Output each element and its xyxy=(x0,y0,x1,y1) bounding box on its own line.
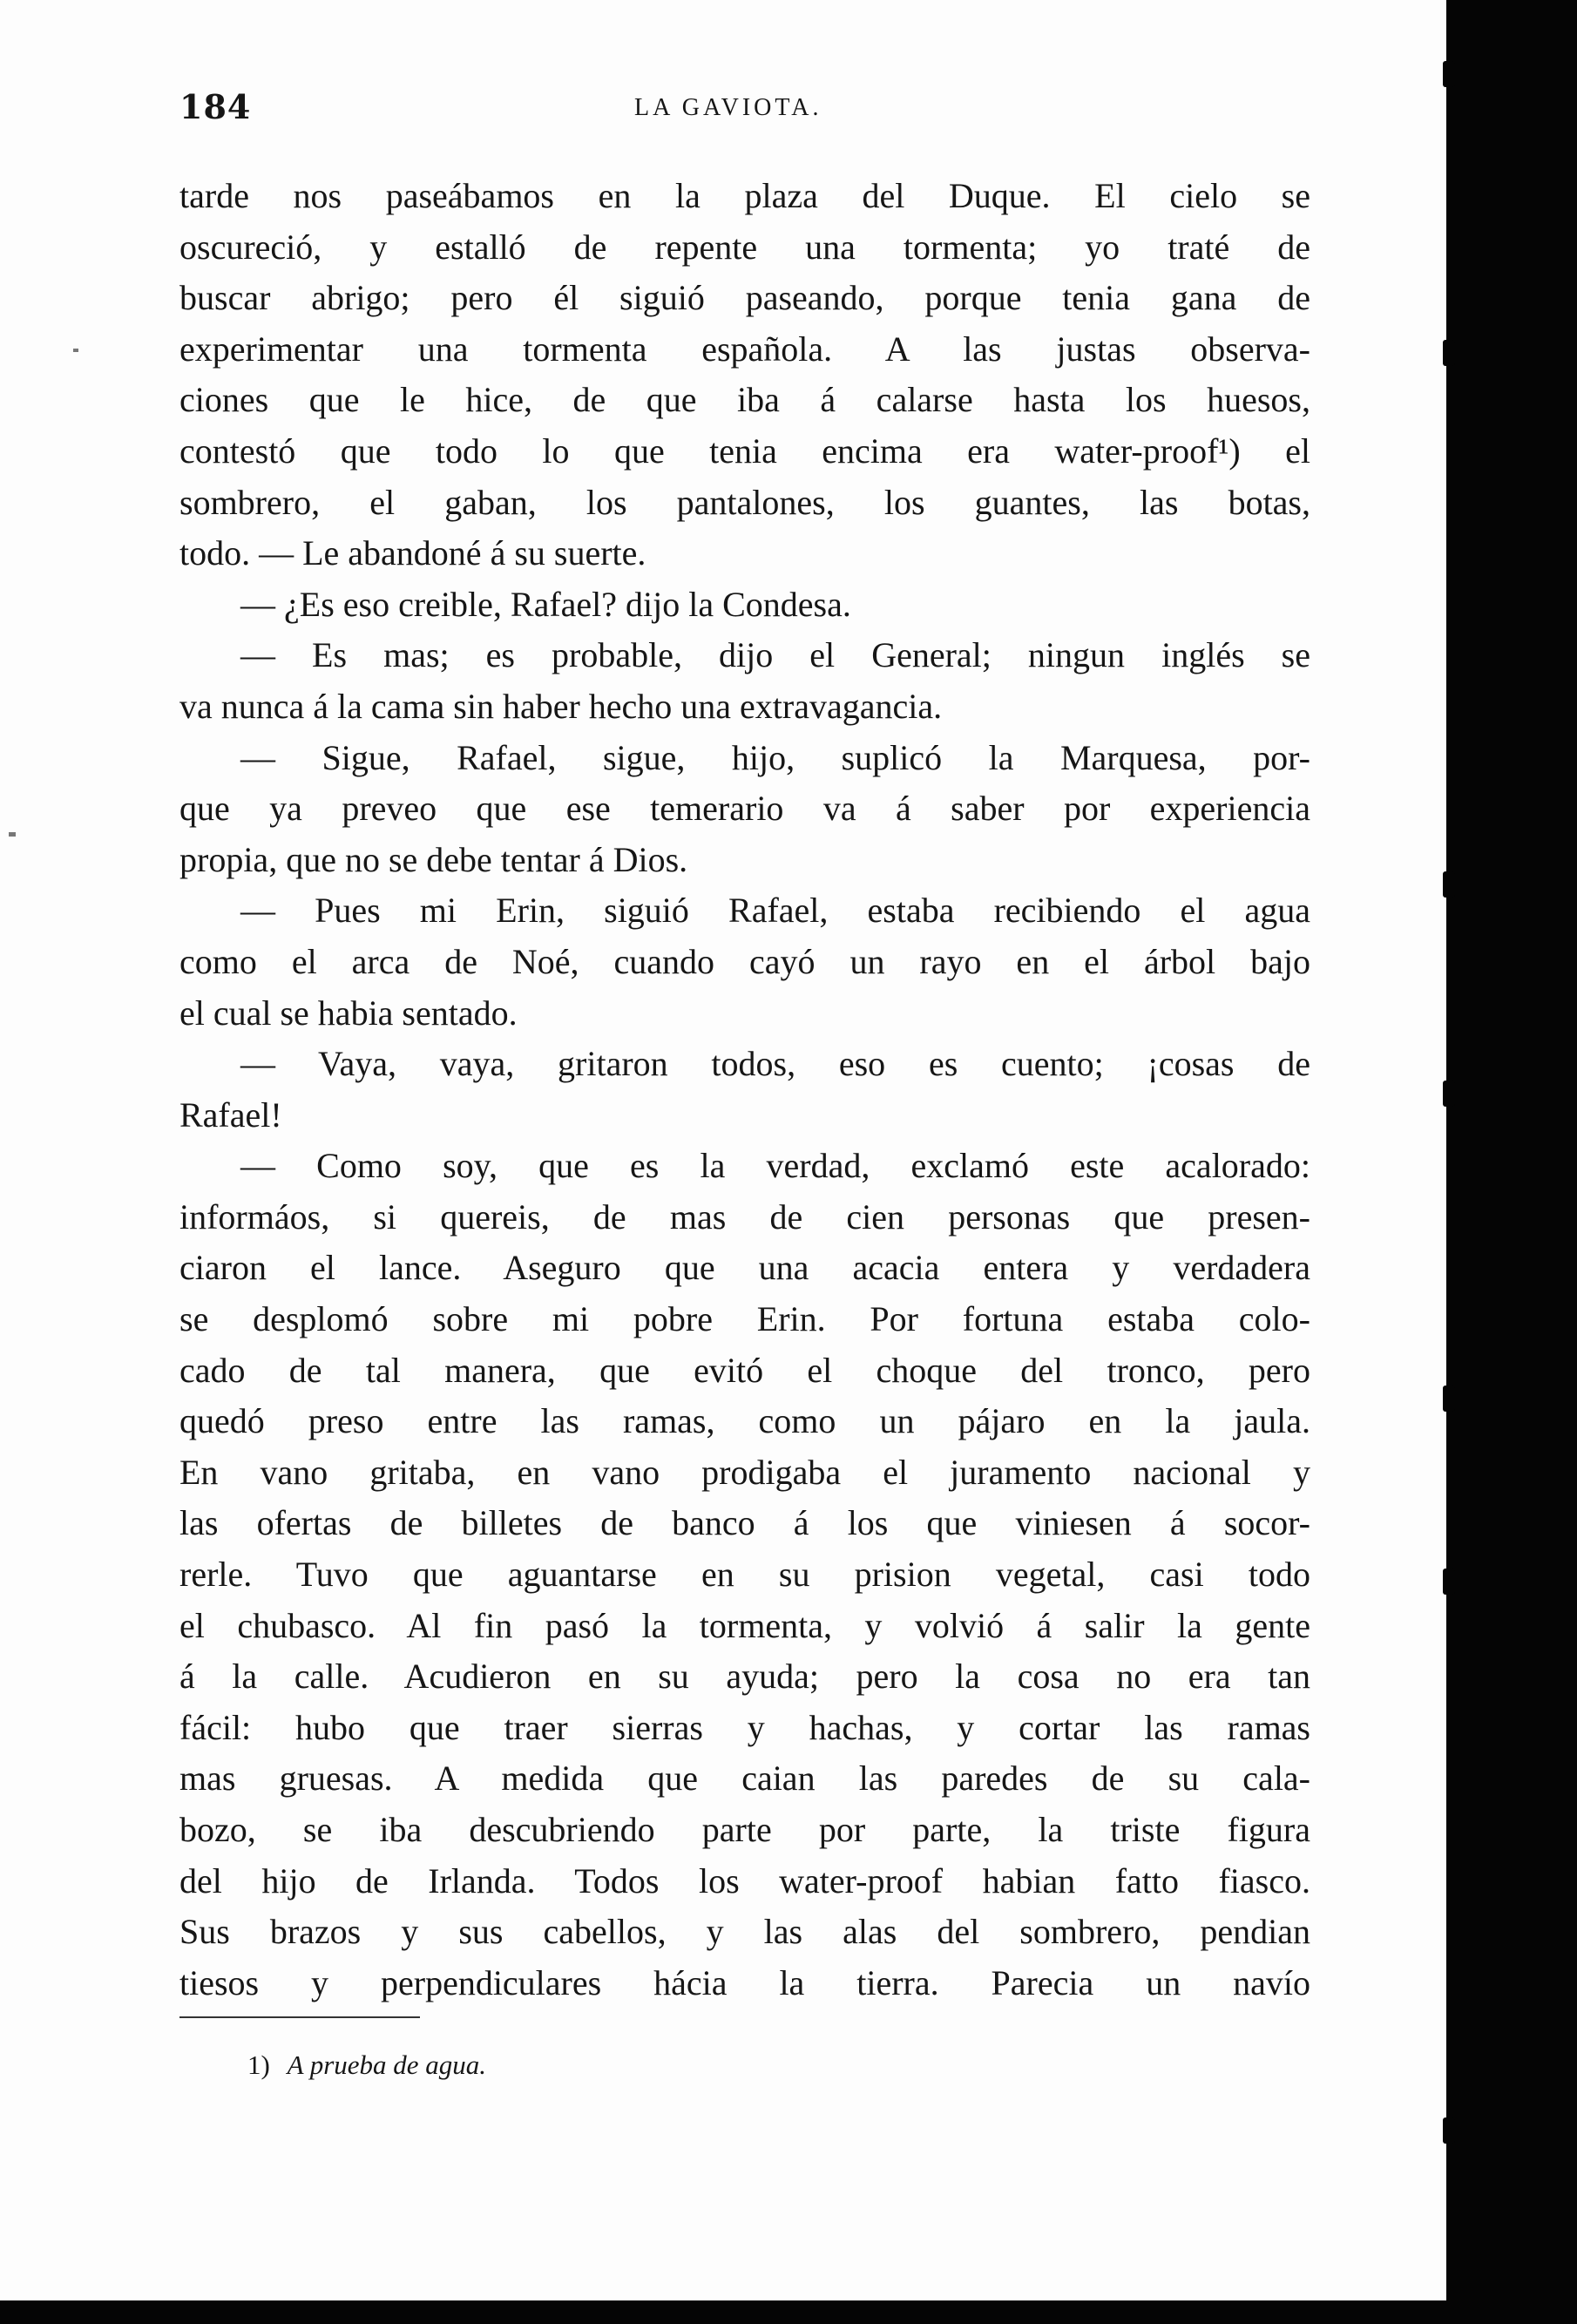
text-line: buscar abrigo; pero él siguió paseando, porque tenia gana de xyxy=(179,278,1310,318)
text-line: rerle. Tuvo que aguantarse en su prision vegetal, casi todo xyxy=(179,1555,1310,1595)
text-line: del hijo de Irlanda. Todos los water-proof habian fatto fiasco. xyxy=(179,1860,1310,1901)
text-line: va nunca á la cama sin haber hecho una extravagancia. xyxy=(179,686,943,726)
dialogue-line: — Como soy, que es la verdad, exclamó este acalorado: xyxy=(240,1146,1310,1186)
text-line: sombrero, el gaban, los pantalones, los guantes, las botas, xyxy=(179,482,1310,522)
text-line: que ya preveo que ese temerario va á saber por experiencia xyxy=(179,789,1310,829)
text-line: informáos, si quereis, de mas de cien personas que presen- xyxy=(179,1196,1310,1237)
dialogue-line: — ¿Es eso creible, Rafael? dijo la Condesa. xyxy=(240,584,851,624)
text-line: oscureció, y estalló de repente una tormenta; yo traté de xyxy=(179,227,1310,267)
text-line: experimentar una tormenta española. A las justas observa- xyxy=(179,329,1310,369)
text-line: el chubasco. Al fin pasó la tormenta, y volvió á salir la gente xyxy=(179,1605,1310,1645)
text-line: como el arca de Noé, cuando cayó un rayo en el árbol bajo xyxy=(179,941,1310,981)
text-line: ciones que le hice, de que iba á calarse hasta los huesos, xyxy=(179,380,1310,420)
text-line: el cual se habia sentado. xyxy=(179,993,518,1033)
text-line: tarde nos paseábamos en la plaza del Duque. El cielo se xyxy=(179,176,1310,215)
text-line: propia, que no se debe tentar á Dios. xyxy=(179,839,688,879)
text-line: se desplomó sobre mi pobre Erin. Por fortuna estaba colo- xyxy=(179,1299,1310,1339)
scan-edge-mark xyxy=(1443,61,1455,87)
scan-bottom-border xyxy=(0,2300,1577,2324)
running-title: LA GAVIOTA. xyxy=(634,94,822,121)
scan-edge-mark xyxy=(1443,1081,1455,1107)
footnote-marker: 1) xyxy=(247,2050,270,2080)
dialogue-line: — Es mas; es probable, dijo el General; ningun inglés se xyxy=(240,635,1310,675)
footnote-divider xyxy=(179,2016,420,2018)
text-line: ciaron el lance. Aseguro que una acacia entera y verdadera xyxy=(179,1248,1310,1288)
scan-edge-mark xyxy=(1443,340,1455,366)
text-line: fácil: hubo que traer sierras y hachas, y cortar las ramas xyxy=(179,1707,1310,1747)
text-line: las ofertas de billetes de banco á los que viniesen á socor- xyxy=(179,1503,1310,1543)
scan-edge-mark xyxy=(1443,871,1455,898)
page-header xyxy=(179,87,1312,131)
scan-edge-mark xyxy=(1443,1386,1455,1412)
scan-right-border xyxy=(1446,0,1577,2324)
text-line: todo. — Le abandoné á su suerte. xyxy=(179,533,646,573)
text-line: mas gruesas. A medida que caian las paredes de su cala- xyxy=(179,1758,1310,1799)
scan-speck xyxy=(9,832,16,837)
dialogue-line: — Pues mi Erin, siguió Rafael, estaba recibiendo el agua xyxy=(240,891,1310,931)
footnote xyxy=(247,2050,486,2081)
text-line: quedó preso entre las ramas, como un pájaro en la jaula. xyxy=(179,1401,1310,1441)
body-text xyxy=(179,171,1310,2009)
page-number: 184 xyxy=(179,87,252,126)
scan-speck xyxy=(73,349,78,352)
scan-edge-mark xyxy=(1443,1569,1455,1595)
text-line: cado de tal manera, que evitó el choque del tronco, pero xyxy=(179,1350,1310,1390)
text-line: En vano gritaba, en vano prodigaba el juramento nacional y xyxy=(179,1452,1310,1492)
footnote-text: A prueba de agua. xyxy=(287,2050,487,2080)
text-line: Sus brazos y sus cabellos, y las alas del sombrero, pendian xyxy=(179,1912,1310,1952)
text-line: á la calle. Acudieron en su ayuda; pero la cosa no era tan xyxy=(179,1657,1310,1697)
text-line: bozo, se iba descubriendo parte por parte, la triste figura xyxy=(179,1810,1310,1849)
dialogue-line: — Sigue, Rafael, sigue, hijo, suplicó la Marquesa, por- xyxy=(240,737,1310,777)
text-line: tiesos y perpendiculares hácia la tierra. Parecia un navío xyxy=(179,1962,1310,2002)
text-line: contestó que todo lo que tenia encima era water-proof¹) el xyxy=(179,430,1310,471)
text-line: Rafael! xyxy=(179,1094,282,1135)
dialogue-line: — Vaya, vaya, gritaron todos, eso es cuento; ¡cosas de xyxy=(240,1044,1310,1084)
scan-edge-mark xyxy=(1443,2117,1455,2144)
